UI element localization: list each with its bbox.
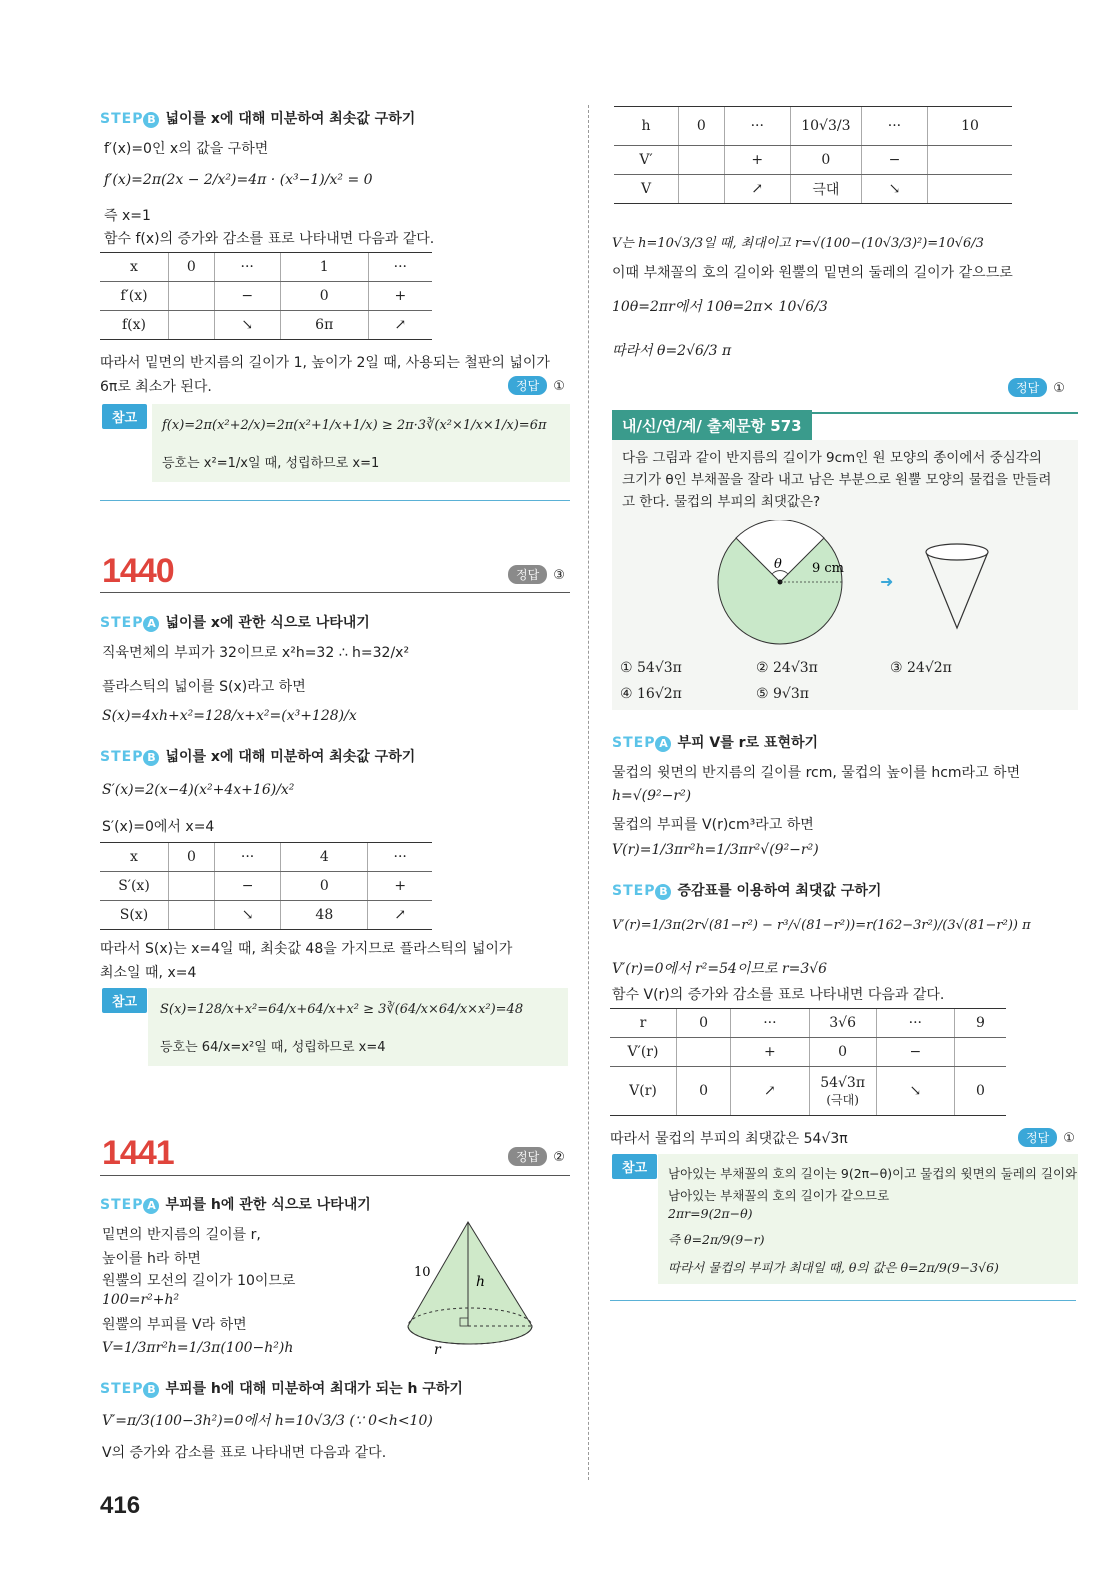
variation-table-vr: r 0 ··· 3√6 ··· 9 V′(r) + 0 − V(r) 0 ↗ 54√3π (극대) ↘ 0 [610, 1008, 1006, 1116]
question-text: 다음 그림과 같이 반지름의 길이가 9cm인 원 모양의 종이에서 중심각의 [622, 450, 1042, 466]
question-text: 크기가 θ인 부채꼴을 잘라 내고 남은 부분으로 원뿔 모양의 물컵을 만들려 [622, 472, 1052, 488]
formula: V=1/3πr²h=1/3π(100−h²)h [102, 1340, 294, 1356]
variation-table-s: x 0 ··· 4 ··· S′(x) − 0 + S(x) ↘ 48 ↗ [100, 842, 432, 930]
formula: V′(r)=1/3π(2r√(81−r²) − r³/√(81−r²))=r(162−3r²)/(3√(81−r²)) π [612, 918, 1031, 933]
text-line: 밑면의 반지름의 길이를 r, [102, 1227, 261, 1243]
problem-rule [100, 592, 570, 593]
banner-rule [612, 412, 1078, 414]
cone-figure [400, 1216, 540, 1364]
sector-figure [710, 520, 850, 650]
text-line: 함수 f(x)의 증가와 감소를 표로 나타내면 다음과 같다. [104, 231, 435, 247]
step-a-heading: STEP A 넓이를 x에 관한 식으로 나타내기 [100, 615, 370, 631]
formula: 따라서 θ=2√6/3 π [612, 343, 732, 359]
text-line: 이때 부채꼴의 호의 길이와 원뿔의 밑면의 둘레의 길이가 같으므로 [612, 265, 1013, 281]
choice-2[interactable]: ② 24√3π [756, 660, 818, 676]
section-rule [100, 500, 570, 501]
text-line: f′(x)=0인 x의 값을 구하면 [104, 141, 269, 157]
text-line: 따라서 물컵의 부피의 최댓값은 54√3π [610, 1131, 848, 1147]
formula: 100=r²+h² [102, 1292, 180, 1308]
text-line: 원뿔의 모선의 길이가 10이므로 [102, 1273, 296, 1289]
note-text: 등호는 x²=1/x일 때, 성립하므로 x=1 [162, 456, 380, 471]
problem-number: 1441 [102, 1134, 174, 1172]
theta-label: θ [774, 557, 782, 572]
text-line: 직육면체의 부피가 32이므로 x²h=32 ∴ h=32/x² [102, 645, 410, 661]
note-formula: S(x)=128/x+x²=64/x+64/x+x² ≥ 3∛(64/x×64/x×x²)=48 [160, 1002, 524, 1017]
formula: f′(x)=2π(2x − 2/x²)=4π · (x³−1)/x² = 0 [104, 172, 373, 188]
answer-badge: 정답 ① [508, 376, 565, 395]
text-line: 원뿔의 부피를 V라 하면 [102, 1317, 247, 1333]
answer-badge: 정답 ① [1008, 378, 1065, 397]
text-line: 물컵의 부피를 V(r)cm³라고 하면 [612, 817, 814, 833]
note-formula: 즉 θ=2π/9(9−r) [668, 1232, 765, 1247]
column-divider [588, 105, 589, 1480]
text-line: S′(x)=0에서 x=4 [102, 819, 215, 835]
answer-badge: 정답 ① [1018, 1128, 1075, 1147]
choice-3[interactable]: ③ 24√2π [890, 660, 952, 676]
note-text: 등호는 64/x=x²일 때, 성립하므로 x=4 [160, 1040, 386, 1055]
step-b-heading: STEP B 증감표를 이용하여 최댓값 구하기 [612, 883, 882, 899]
note-formula: f(x)=2π(x²+2/x)=2π(x²+1/x+1/x) ≥ 2π·3∛(x²×1/x×1/x)=6π [162, 418, 547, 433]
text-line: 높이를 h라 하면 [102, 1251, 201, 1267]
step-b-heading: STEP B 넓이를 x에 대해 미분하여 최솟값 구하기 [100, 749, 416, 765]
note-formula: 2πr=9(2π−θ) [668, 1206, 753, 1221]
step-a-heading: STEP A 부피를 h에 관한 식으로 나타내기 [100, 1197, 371, 1213]
cone-height-label: h [476, 1274, 486, 1290]
choice-1[interactable]: ① 54√3π [620, 660, 682, 676]
step-b-heading: STEP B 부피를 h에 대해 미분하여 최대가 되는 h 구하기 [100, 1381, 463, 1397]
note-text: 남아있는 부채꼴의 호의 길이가 같으므로 [668, 1188, 890, 1203]
problem-rule [100, 1175, 570, 1176]
step-b-heading: STEP B 넓이를 x에 대해 미분하여 최솟값 구하기 [100, 111, 416, 127]
note-tag: 참고 [102, 988, 147, 1013]
variation-table-f: x 0 ··· 1 ··· f′(x) − 0 + f(x) ↘ 6π ↗ [100, 252, 432, 340]
text-line: 최소일 때, x=4 [100, 965, 197, 981]
formula: S(x)=4xh+x²=128/x+x²=(x³+128)/x [102, 708, 357, 724]
formula: h=√(9²−r²) [612, 788, 692, 804]
note-formula: 따라서 물컵의 부피가 최대일 때, θ의 값은 θ=2π/9(9−3√6) [668, 1260, 999, 1275]
cup-cone-figure [922, 540, 992, 632]
variation-table-v: h 0 ··· 10√3/3 ··· 10 V′ + 0 − V ↗ 극대 ↘ [614, 106, 1012, 204]
text-line: 따라서 S(x)는 x=4일 때, 최솟값 48을 가지므로 플라스틱의 넓이가 [100, 941, 513, 957]
formula: V′=π/3(100−3h²)=0에서 h=10√3/3 (∵ 0<h<10) [102, 1413, 433, 1429]
choice-5[interactable]: ⑤ 9√3π [756, 686, 809, 702]
note-box [658, 1154, 1078, 1284]
note-box [152, 404, 570, 482]
answer-badge: 정답 ③ [508, 565, 565, 584]
answer-badge: 정답 ② [508, 1147, 565, 1166]
page-number: 416 [100, 1492, 141, 1519]
note-tag: 참고 [612, 1154, 657, 1179]
radius-label: 9 cm [812, 561, 845, 576]
formula: V(r)=1/3πr²h=1/3πr²√(9²−r²) [612, 842, 819, 858]
formula: V는 h=10√3/3일 때, 최대이고 r=√(100−(10√3/3)²)=10√6/3 [612, 236, 984, 251]
formula: S′(x)=2(x−4)(x²+4x+16)/x² [102, 782, 295, 798]
text-line: 6π로 최소가 된다. [100, 379, 212, 395]
text-line: 즉 x=1 [104, 208, 151, 224]
formula: 10θ=2πr에서 10θ=2π× 10√6/3 [612, 299, 828, 315]
text-line: 물컵의 윗면의 반지름의 길이를 rcm, 물컵의 높이를 hcm라고 하면 [612, 765, 1021, 781]
choice-4[interactable]: ④ 16√2π [620, 686, 682, 702]
question-text: 고 한다. 물컵의 부피의 최댓값은? [622, 494, 821, 510]
note-tag: 참고 [102, 404, 147, 429]
text-line: 함수 V(r)의 증가와 감소를 표로 나타내면 다음과 같다. [612, 987, 945, 1003]
note-box [148, 988, 568, 1066]
text-line: V의 증가와 감소를 표로 나타내면 다음과 같다. [102, 1445, 387, 1461]
note-text: 남아있는 부채꼴의 호의 길이는 9(2π−θ)이고 물컵의 윗면의 둘레의 길이와 [668, 1166, 1078, 1181]
text-line: 플라스틱의 넓이를 S(x)라고 하면 [102, 679, 306, 695]
formula: V′(r)=0에서 r²=54이므로 r=3√6 [612, 961, 828, 977]
cone-slant-label: 10 [414, 1265, 431, 1280]
cone-radius-label: r [434, 1342, 441, 1358]
step-a-heading: STEP A 부피 V를 r로 표현하기 [612, 735, 819, 751]
text-line: 따라서 밑면의 반지름의 길이가 1, 높이가 2일 때, 사용되는 철판의 넓이가 [100, 355, 550, 371]
arrow-icon: ➜ [880, 572, 894, 591]
section-rule [610, 1300, 1076, 1301]
related-problem-banner: 내/신/연/계/ 출제문항 573 [612, 410, 812, 441]
problem-number: 1440 [102, 552, 174, 590]
